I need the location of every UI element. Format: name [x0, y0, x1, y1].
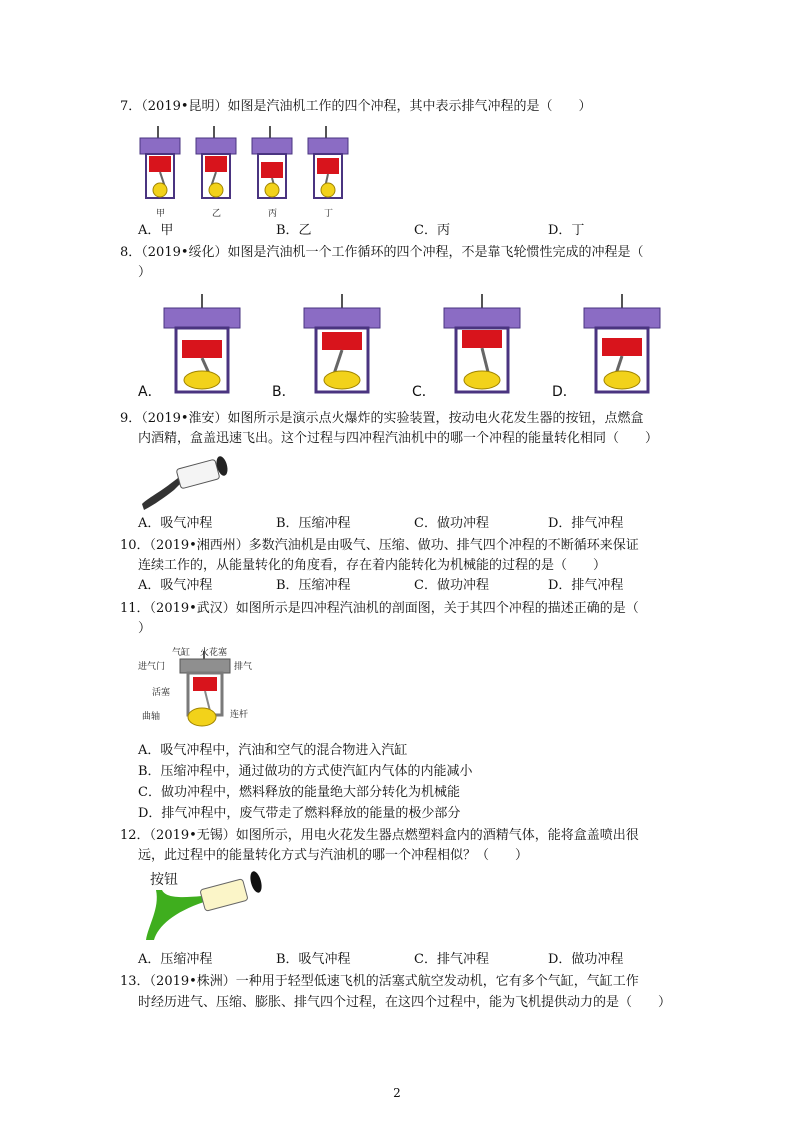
q12-option-d[interactable]: D．做功冲程: [548, 952, 624, 967]
q9-option-c[interactable]: C．做功冲程: [414, 516, 489, 531]
q8-engine-a: [138, 294, 240, 400]
q7-engine-4: [308, 126, 348, 219]
q11-label-connecting-rod: 连杆: [230, 710, 249, 720]
q8-stem-line2: ）: [138, 265, 152, 280]
q10-stem-line2: 连续工作的，从能量转化的角度看，存在着内能转化为机械能的过程的是（ ）: [138, 558, 607, 573]
q8-engine-diagrams: [130, 292, 690, 404]
q11-label-exhaust: 排气: [234, 662, 253, 672]
q11-option-c[interactable]: C．做功冲程中，燃料释放的能量绝大部分转化为机械能: [138, 785, 460, 800]
q8-label-d: D．: [552, 384, 577, 400]
q8-engine-b: [272, 294, 380, 400]
q9-stem-line2: 内酒精，盒盖迅速飞出。这个过程与四冲程汽油机中的哪一个冲程的能量转化相同（ ）: [138, 431, 659, 446]
q8-label-a: A．: [138, 384, 162, 400]
q11-label-intake-valve: 进气门: [138, 662, 166, 672]
q7-stem: 7．（2019•昆明）如图是汽油机工作的四个冲程，其中表示排气冲程的是（ ）: [120, 99, 592, 114]
q7-option-c[interactable]: C．丙: [414, 223, 450, 238]
q8-engine-d: [552, 294, 660, 400]
q8-label-b: B．: [272, 384, 296, 400]
q9-stem-line1: 9．（2019•淮安）如图所示是演示点火爆炸的实验装置，按动电火花发生器的按钮，点燃盒: [120, 411, 644, 426]
q12-stem-line2: 远，此过程中的能量转化方式与汽油机的哪一个冲程相似？（ ）: [138, 848, 529, 863]
q9-option-a[interactable]: A．吸气冲程: [138, 516, 213, 531]
q7-label-3: 丙: [268, 209, 278, 219]
q13-stem-line2: 时经历进气、压缩、膨胀、排气四个过程，在这四个过程中，能为飞机提供动力的是（ ）: [138, 995, 672, 1010]
q11-option-d[interactable]: D．排气冲程中，废气带走了燃料释放的能量的极少部分: [138, 806, 461, 821]
q11-label-crankshaft: 曲轴: [142, 712, 161, 722]
q12-option-c[interactable]: C．排气冲程: [414, 952, 489, 967]
q11-label-cylinder: 气缸: [172, 648, 191, 658]
q9-ignition-apparatus: [138, 452, 238, 512]
q7-option-b[interactable]: B．乙: [276, 223, 312, 238]
q11-stem-line2: ）: [138, 621, 152, 636]
q9-option-b[interactable]: B．压缩冲程: [276, 516, 351, 531]
q12-option-b[interactable]: B．吸气冲程: [276, 952, 351, 967]
q7-engine-3: [252, 126, 292, 219]
q12-label-button: 按钮: [150, 872, 178, 888]
q10-stem-line1: 10．（2019•湘西州）多数汽油机是由吸气、压缩、做功、排气四个冲程的不断循环来保证: [120, 538, 639, 553]
q9-option-d[interactable]: D．排气冲程: [548, 516, 624, 531]
q10-option-d[interactable]: D．排气冲程: [548, 578, 624, 593]
q7-label-4: 丁: [324, 209, 334, 219]
q11-label-spark-plug: 火花塞: [200, 648, 228, 658]
q10-option-a[interactable]: A．吸气冲程: [138, 578, 213, 593]
q10-option-b[interactable]: B．压缩冲程: [276, 578, 351, 593]
q7-label-2: 乙: [212, 209, 222, 219]
q11-option-b[interactable]: B．压缩冲程中，通过做功的方式使汽缸内气体的内能减小: [138, 764, 473, 779]
q11-option-a[interactable]: A．吸气冲程中，汽油和空气的混合物进入汽缸: [138, 743, 408, 758]
q12-spark-apparatus: [138, 868, 278, 944]
q7-engine-1: [140, 126, 180, 219]
q13-stem-line1: 13．（2019•株洲）一种用于轻型低速飞机的活塞式航空发动机，它有多个气缸，气缸工作: [120, 974, 639, 989]
q7-option-d[interactable]: D．丁: [548, 223, 585, 238]
q10-option-c[interactable]: C．做功冲程: [414, 578, 489, 593]
q11-stem-line1: 11．（2019•武汉）如图所示是四冲程汽油机的剖面图，关于其四个冲程的描述正确的是（: [120, 601, 639, 616]
q7-label-1: 甲: [156, 209, 166, 219]
q12-option-a[interactable]: A．压缩冲程: [138, 952, 213, 967]
q11-engine-cross-section: [138, 645, 278, 737]
q8-stem-line1: 8．（2019•绥化）如图是汽油机一个工作循环的四个冲程，不是靠飞轮惯性完成的冲程是（: [120, 245, 644, 260]
q7-engine-diagrams: [130, 122, 360, 220]
q7-option-a[interactable]: A．甲: [138, 223, 174, 238]
q8-engine-c: [412, 294, 520, 400]
page-number: 2: [393, 1086, 401, 1100]
q7-engine-2: [196, 126, 236, 219]
q12-stem-line1: 12．（2019•无锡）如图所示，用电火花发生器点燃塑料盒内的酒精气体，能将盒盖喷出很: [120, 828, 639, 843]
q8-label-c: C．: [412, 384, 436, 400]
q11-label-piston: 活塞: [152, 688, 171, 698]
